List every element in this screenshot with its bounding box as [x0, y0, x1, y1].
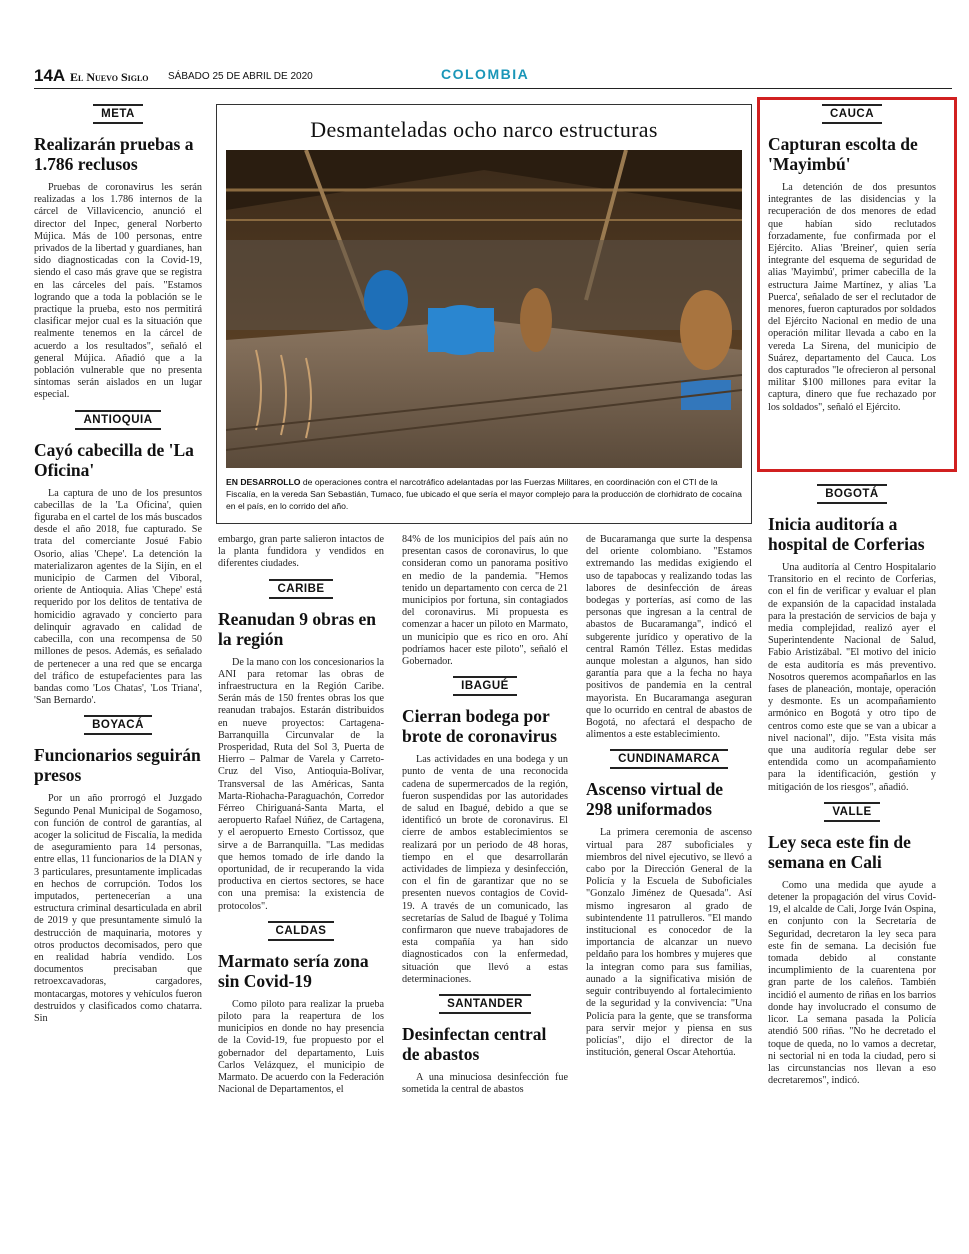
headline-cauca: Capturan escolta de 'Mayimbú' — [768, 134, 918, 174]
page-number: 14A — [34, 66, 66, 85]
kicker-boyaca: BOYACÁ — [84, 715, 152, 735]
body-antioquia: La captura de uno de los presuntos cabecillas de la 'La Oficina', quien figuraba en el cartel de los más buscados desde el año 2018, fue capturado. Se trata del comerciante Josué Fabio Osorio, alias 'Chepe'. La detención la materializaron agentes de la Sijín, en el municipio de Carmen del Viboral, oriente de Antioquia. Alias 'Chepe' está requerido por los delitos de tentativa de homicidio agravado y concierto para delinquir agravado en calidad de cabecilla, con una recompensa de 50 millones de pesos. Además, es señalado de pertenecer a una red que se encarga del tráfico de estupefacientes para las bandas como 'Los Chatas', 'Los Triana', 'San Bernardo'. — [34, 487, 202, 707]
body-caldas: Como piloto para realizar la prueba piloto para la reapertura de los municipios en donde no hay presencia de la Covid-19, fue propuesto por el gobernador del departamento, Luis Carlos Velázquez, el municipio de Marmato. De acuerdo con la Federación Nacional de Departamentos, el — [218, 998, 384, 1096]
headline-cundinamarca: Ascenso virtual de 298 uniformados — [586, 779, 724, 820]
section-title: COLOMBIA — [441, 66, 530, 82]
headline-caribe: Reanudan 9 obras en la región — [218, 608, 377, 649]
body-valle: Como una medida que ayude a detener la propagación del virus Covid-19, el alcalde de Cali, Jorge Iván Ospina, en conjunto con la Secretaría de Seguridad, decretaron la ley seca para este fin de semana. La decisión fue tomada debido al constante incumplimiento de la cuarentena por gran parte de los caleños. También incidió el aumento de riñas en los barrios donde hay involucrado el consumo de licor. La semana pasada la Policía atendió 500 riñas. "No he decretado el toque de queda, no lo vamos a decretar, ni sectorial ni en toda la ciudad, pero si las circunstancias nos llevan a eso decretaremos", indicó. — [768, 879, 936, 1087]
article-boyaca — [34, 715, 202, 1025]
article-caribe — [218, 579, 384, 913]
caption-lead: EN DESARROLLO — [226, 477, 301, 487]
feature-photo — [226, 150, 742, 468]
feature-caption — [226, 476, 742, 512]
column-3 — [402, 534, 568, 1105]
body-meta: Pruebas de coronavirus les serán realizadas a los 1.786 internos de la cárcel de Villavicencio, anunció el director del Inpec, general Norberto Mújica. Más de 100 personas, entre privados de la libertad y guardianes, han sido diagnosticadas con la Covid-19, siendo el caso más grave que se registra en las cárceles del país. "Estamos logrando que a toda la población se le practique la prueba, esto nos permitirá clasificar mejor cual es la situación que realmente tenemos en la cárcel de acuerdo a los resultados", señaló el general Mújica. Añadió que a la población vulnerable que no presenta síntomas serán aislados en un lugar especial. — [34, 182, 202, 401]
column-2 — [218, 534, 384, 1105]
article-caldas — [218, 921, 384, 1097]
newspaper-name: El Nuevo Siglo — [70, 70, 149, 84]
article-bogota — [768, 484, 936, 794]
continuation-caldas: 84% de los municipios del país aún no presentan casos de coronavirus, lo que consideran como un panorama positivo en medio de la pandemia. "Hemos tenido un departamento con cerca de 21 municipios por fortuna, sin contagiados del coronavirus. Mi propuesta es comenzar a hacer un piloto en Marmato, un municipio que es rico en oro. Ahí podríamos hacer este piloto", señaló el Gobernador. — [402, 534, 568, 668]
article-cundinamarca — [586, 749, 752, 1059]
headline-antioquia: Cayó cabecilla de 'La Oficina' — [34, 439, 194, 480]
column-1 — [34, 104, 202, 1033]
kicker-meta: META — [93, 104, 143, 124]
header-rule — [34, 88, 952, 89]
article-ibague — [402, 676, 568, 986]
kicker-ibague: IBAGUÉ — [453, 676, 517, 696]
kicker-caribe: CARIBE — [269, 579, 332, 599]
kicker-santander: SANTANDER — [439, 994, 531, 1014]
headline-ibague: Cierran bodega por brote de coronavirus — [402, 706, 557, 747]
body-cauca: La detención de dos presuntos integrantes de las disidencias y la recuperación de dos menores de edad que habían sido reclutados forzadamente, fue confirmada por el Ejército. Alias 'Breiner', quien sería integrante del esquema de seguridad de alias 'Mayimbú', primer cabecilla de la estructura Jaime Martínez, y alias 'La Puerca', señalado de ser el reclutador de menores, fueron capturados por soldados del Ejército Nacional en medio de una operación militar llevada a cabo en la vereda La Sirena, del municipio de Suárez, departamento del Cauca. Los dos capturados "le ofrecieron al personal militar $100 millones para evitar la captura, dinero que fue rechazado por los soldados", señaló el Ejército. — [768, 182, 936, 413]
kicker-bogota: BOGOTÁ — [817, 484, 886, 504]
article-valle — [768, 802, 936, 1087]
continuation-santander: de Bucaramanga que surte la despensa del oriente colombiano. "Estamos extremando las medidas exigiendo el uso de tapabocas y realizando todas las labores de desinfección de áreas bodegas y porterías, así como de las personas que ingresan a la central de abastos de Bucaramanga", indicó el subgerente jurídico y operativo de la central Ramón Téllez. Estas medidas aunque molestan a algunos, han sido garantía para que a la fecha no haya positivos de pandemia en la central mayorista. En Bucaramanga aseguran que lo ocurrido en central de abastos de Bogotá, no afectará el despacho de alimentos a este establecimiento. — [586, 534, 752, 741]
headline-bogota: Inicia auditoría a hospital de Corferias — [768, 514, 925, 554]
body-bogota: Una auditoría al Centro Hospitalario Transitorio en el recinto de Corferias, con el fin de verificar y evaluar el plan de expansión de la capacidad instalada para la prestación de servicios de baja y media complejidad, realizó ayer el Superintendente Nacional de Salud, Fabio Aristizábal. "El motivo del inicio de esta auditoría es más preventivo. Nosotros queremos acompañarlos en las fases de planeación, montaje, operación y desmonte. Es un acompañamiento armónico en Bogotá y otro tipo de centros como este que se van a ubicar a nivel nacional", dijo. "Esta visita más que una auditoría regular debe ser entendida como un acompañamiento para la identificación, gestión y mitigación de los riesgos", añadió. — [768, 562, 936, 793]
body-boyaca: Por un año prorrogó el Juzgado Segundo Penal Municipal de Sogamoso, con función de control de garantías, al acoger la solicitud de Fiscalía, la medida de aseguramiento para 14 personas, entre ellas, 11 funcionarios de la DIAN y 3 particulares, presuntamente implicadas en hechos de corrupción. Todos los imputados, pertenecerían a una estructura criminal desarticulada en abril de 2019 y que presuntamente simuló la destrucción de maquinaria, motores y otros productos decomisados, pero que en realidad habría vendido. Los documentos precisaban que retroexcavadoras, cargadores, montacargas, motores y vehículos fueron destruidos y clasificados como chatarra. Sin — [34, 793, 202, 1024]
body-cundinamarca: La primera ceremonia de ascenso virtual para 287 suboficiales y miembros del nivel ejecutivo, se llevó a cabo por la Dirección General de la Policía y la Escuela de Suboficiales "Gonzalo Jiménez de Quesada". Así mismo ingresaron al grado de subintendente 11 patrulleros. "El mando institucional es conocedor de la importancia de alcanzar un nuevo peldaño para los hombres y mujeres que la integran como para sus familias, aunado a la significativa misión de seguir contribuyendo al fortalecimiento de la seguridad y la convivencia: "Una Policía para la gente, que se transforma para servir mejor y piensa en sus policías", dijo el director de la institución, general Oscar Atehortúa. — [586, 827, 752, 1059]
caption-text: de operaciones contra el narcotráfico adelantadas por las Fuerzas Militares, en coordinación con el CTI de la Fiscalía, en la vereda San Sebastián, Tumaco, fue ubicado el que sería el mayor complejo para la producción de clorhidrato de cocaína en el país, en lo corrido del año. — [226, 477, 742, 511]
feature-title: Desmanteladas ocho narco estructuras — [310, 117, 658, 142]
headline-caldas: Marmato sería zona sin Covid-19 — [218, 950, 369, 991]
article-santander — [402, 994, 568, 1096]
headline-boyaca: Funcionarios seguirán presos — [34, 745, 201, 786]
kicker-cauca: CAUCA — [822, 104, 882, 124]
article-meta — [34, 104, 202, 402]
kicker-valle: VALLE — [824, 802, 879, 822]
column-4 — [586, 534, 752, 1067]
issue-date: SÁBADO 25 DE ABRIL DE 2020 — [168, 71, 313, 82]
article-antioquia — [34, 410, 202, 708]
headline-santander: Desinfectan central de abastos — [402, 1024, 547, 1065]
body-caribe: De la mano con los concesionarios la ANI para retomar las obras de infraestructura en la Región Caribe. Serán más de 150 frentes obras los que reanudan trabajos. Estarán distribuidos en nueve proyectos: Cartagena-Barranquilla Circunvalar de la Prosperidad, Ruta del Sol 3, Puerta de Hierro – Palmar de Varela y Carreto-Cruz del Viso, Antioquia-Bolívar, Transversal de las Américas, Santa Marta-Riohacha-Paraguachón, Corredor Férreo Chiriguaná-Santa Marta, el aeropuerto Rafael Núñez, de Cartagena, y el aeropuerto Ernesto Cortissoz, que sirve a de Barranquilla. "Las medidas que hemos tomado de irle dando la oportunidad, de ir recuperando la vida productiva en ciertos sectores, se hace con una premisa: la existencia de protocolos". — [218, 656, 384, 912]
kicker-caldas: CALDAS — [268, 921, 335, 941]
kicker-cundinamarca: CUNDINAMARCA — [610, 749, 728, 769]
continuation-boyaca: embargo, gran parte salieron intactos de la planta fundidora y vendidos en diferentes ciudades. — [218, 534, 384, 570]
body-santander: A una minuciosa desinfección fue sometida la central de abastos — [402, 1072, 568, 1096]
body-ibague: Las actividades en una bodega y un punto de venta de una reconocida cadena de supermercados de la región, fueron suspendidas por las autoridades de salud en Ibagué, debido a que se identificó un brote de coronavirus. El cierre de ambos establecimientos se realizará por un periodo de 48 horas, tiempo en el que desarrollarán actividades de limpieza y desinfección, con el fin de garantizar que no se presenten nuevos contagios de Covid-19. A través de un comunicado, las secretarías de Salud de Ibagué y Tolima confirmaron que nueve trabajadores de esta compañía ya han sido diagnosticados con la enfermedad, situación que llevó a estas determinaciones. — [402, 754, 568, 985]
highlight-box — [757, 97, 957, 472]
headline-valle: Ley seca este fin de semana en Cali — [768, 831, 911, 872]
headline-meta: Realizarán pruebas a 1.786 reclusos — [34, 134, 194, 174]
kicker-antioquia: ANTIOQUIA — [75, 410, 160, 430]
